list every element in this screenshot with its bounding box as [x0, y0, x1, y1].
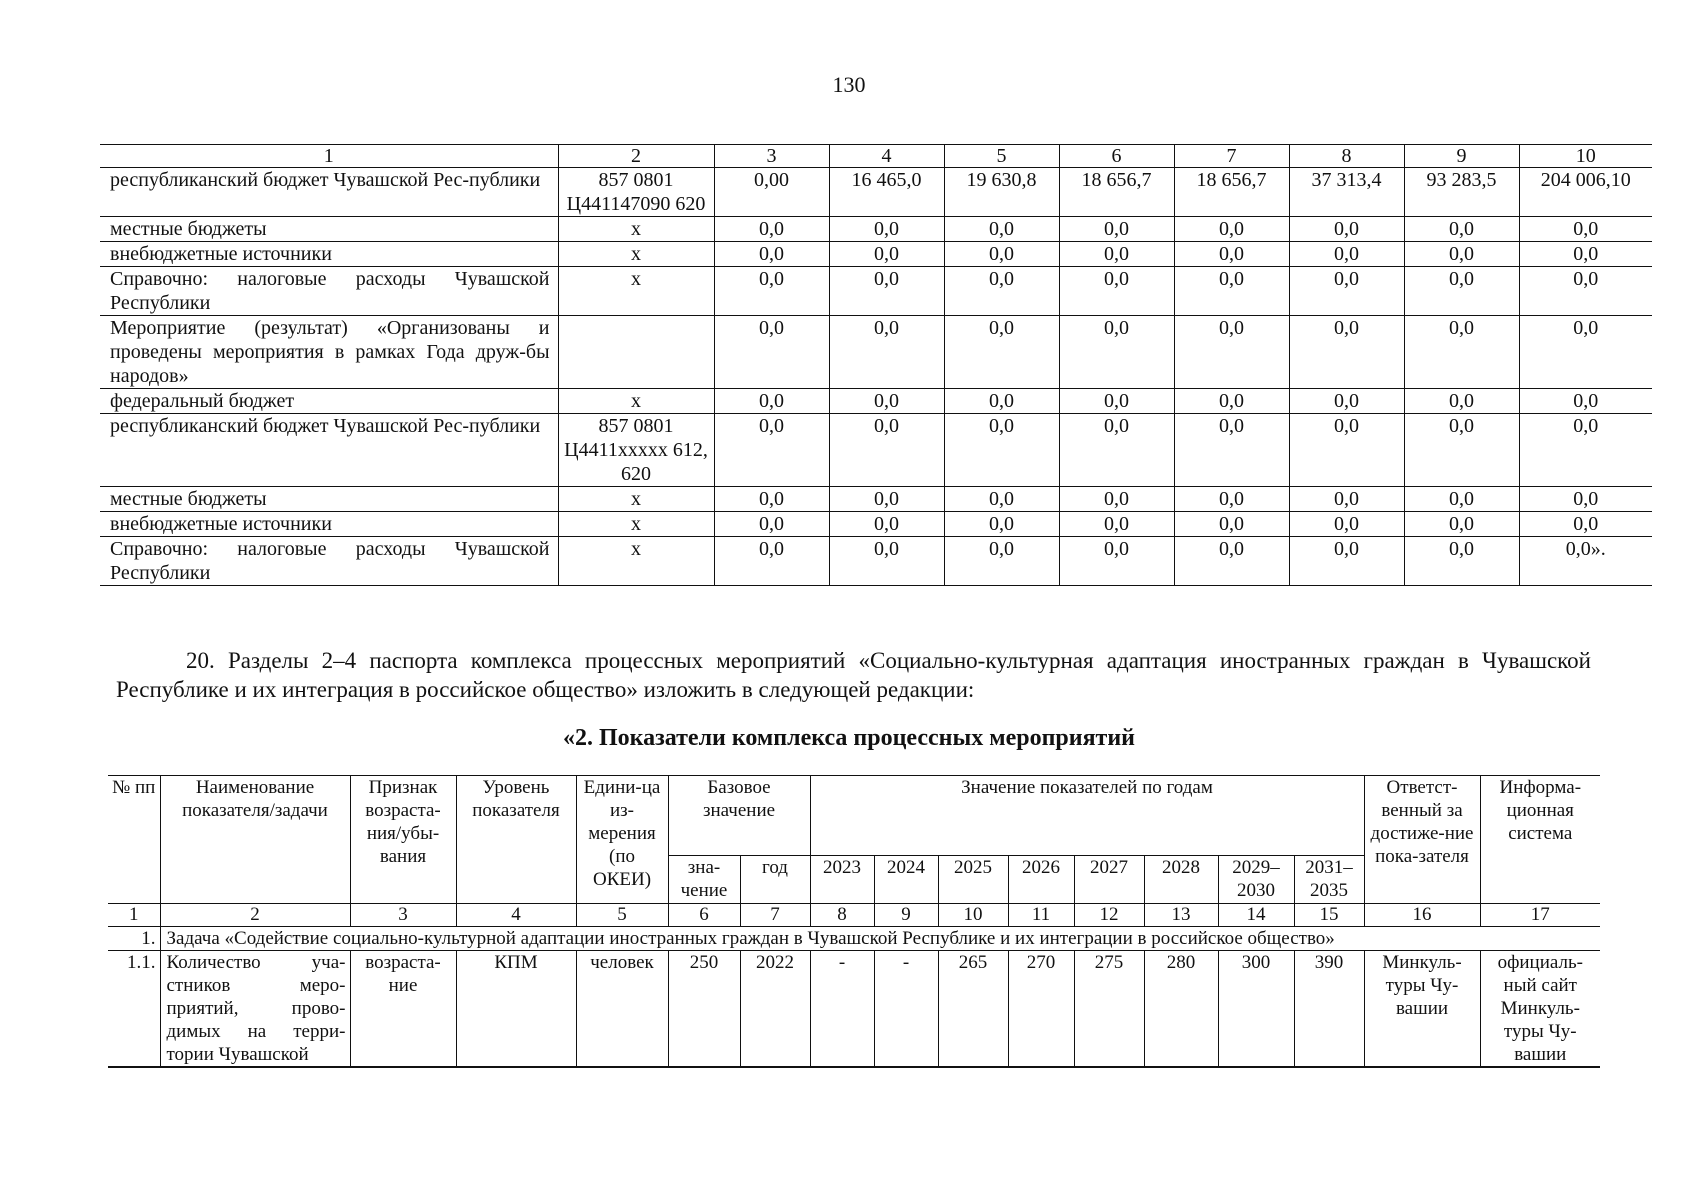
funding-value: 0,0 — [944, 512, 1059, 537]
funding-value: 0,0 — [1174, 242, 1289, 267]
funding-value: 0,0 — [944, 242, 1059, 267]
task-row — [108, 927, 1600, 951]
funding-value: 0,0 — [829, 242, 944, 267]
column-number: 3 — [350, 904, 456, 927]
funding-value: 0,0 — [829, 389, 944, 414]
funding-value: 0,0 — [829, 537, 944, 586]
funding-row — [100, 389, 1652, 414]
header-year: 2029–2030 — [1218, 856, 1294, 904]
funding-value: 0,0 — [1289, 316, 1404, 389]
indicator-value: 265 — [938, 951, 1008, 1068]
indicator-base-value: 250 — [668, 951, 740, 1068]
funding-value: 0,0 — [714, 316, 829, 389]
funding-value: 0,0 — [1519, 487, 1652, 512]
funding-value: 0,0 — [1174, 389, 1289, 414]
section-heading: «2. Показатели комплекса процессных мероприятий — [562, 725, 1135, 751]
task-text: Задача «Содействие социально-культурной адаптации иностранных граждан в Чувашской Республике и их интеграции в российское общество» — [160, 927, 1600, 951]
funding-value: 0,0 — [829, 512, 944, 537]
header-info-system: Информа-ционная система — [1480, 776, 1600, 904]
funding-value: 18 656,7 — [1059, 168, 1174, 217]
funding-value: 0,0 — [1404, 242, 1519, 267]
funding-value: 0,0 — [944, 267, 1059, 316]
funding-value: 0,0 — [1289, 267, 1404, 316]
column-number: 6 — [1059, 145, 1174, 168]
column-number: 13 — [1144, 904, 1218, 927]
funding-value: 0,0 — [1174, 487, 1289, 512]
header-unit: Едини-ца из-мерения (по ОКЕИ) — [576, 776, 668, 904]
funding-value: 0,0 — [1289, 217, 1404, 242]
column-number: 2 — [558, 145, 714, 168]
funding-value: 93 283,5 — [1404, 168, 1519, 217]
budget-code: х — [558, 389, 714, 414]
funding-value: 0,0 — [1404, 217, 1519, 242]
funding-value: 0,0 — [944, 487, 1059, 512]
funding-value: 0,0». — [1519, 537, 1652, 586]
funding-source-name: внебюджетные источники — [100, 512, 558, 537]
indicators-table — [108, 775, 1600, 1068]
funding-value: 0,0 — [714, 414, 829, 487]
column-number: 17 — [1480, 904, 1600, 927]
funding-value: 0,0 — [829, 267, 944, 316]
funding-value: 18 656,7 — [1174, 168, 1289, 217]
funding-value: 0,0 — [1059, 389, 1174, 414]
header-year: 2026 — [1008, 856, 1074, 904]
funding-value: 0,0 — [1059, 217, 1174, 242]
funding-row — [100, 267, 1652, 316]
header-base-value: зна-чение — [668, 856, 740, 904]
funding-value: 0,0 — [944, 389, 1059, 414]
funding-row — [100, 168, 1652, 217]
column-number: 1 — [100, 145, 558, 168]
column-number: 9 — [874, 904, 938, 927]
header-year: 2024 — [874, 856, 938, 904]
funding-value: 0,0 — [1174, 267, 1289, 316]
funding-row — [100, 414, 1652, 487]
funding-row — [100, 217, 1652, 242]
funding-value: 0,0 — [1404, 487, 1519, 512]
funding-value: 0,0 — [1289, 537, 1404, 586]
funding-value: 0,0 — [1519, 217, 1652, 242]
funding-value: 0,0 — [1404, 389, 1519, 414]
funding-source-name: Справочно: налоговые расходы Чувашской Республики — [100, 267, 558, 316]
funding-value: 0,0 — [1519, 389, 1652, 414]
header-base-year: год — [740, 856, 810, 904]
funding-value: 0,0 — [1404, 512, 1519, 537]
funding-value: 0,0 — [1174, 316, 1289, 389]
column-number: 4 — [829, 145, 944, 168]
indicator-value: 280 — [1144, 951, 1218, 1068]
funding-value: 0,0 — [714, 242, 829, 267]
column-number: 10 — [1519, 145, 1652, 168]
column-number: 6 — [668, 904, 740, 927]
funding-source-name: Справочно: налоговые расходы Чувашской Республики — [100, 537, 558, 586]
funding-value: 0,0 — [1404, 414, 1519, 487]
header-year: 2025 — [938, 856, 1008, 904]
funding-row — [100, 512, 1652, 537]
indicator-responsible: Минкуль-туры Чу-вашии — [1364, 951, 1480, 1068]
funding-source-name: республиканский бюджет Чувашской Рес-публики — [100, 414, 558, 487]
funding-table — [100, 144, 1652, 586]
funding-value: 0,0 — [1059, 316, 1174, 389]
column-number: 1 — [108, 904, 160, 927]
funding-row — [100, 537, 1652, 586]
funding-value: 0,0 — [829, 217, 944, 242]
header-row — [108, 776, 1600, 856]
funding-source-name: внебюджетные источники — [100, 242, 558, 267]
funding-source-name: местные бюджеты — [100, 217, 558, 242]
header-year: 2023 — [810, 856, 874, 904]
funding-value: 0,0 — [1174, 414, 1289, 487]
funding-value: 0,0 — [944, 414, 1059, 487]
funding-value: 0,0 — [1174, 512, 1289, 537]
funding-value: 0,0 — [714, 389, 829, 414]
indicator-value: 300 — [1218, 951, 1294, 1068]
funding-value: 0,0 — [1059, 512, 1174, 537]
budget-code: х — [558, 537, 714, 586]
indicator-base-year: 2022 — [740, 951, 810, 1068]
budget-code: х — [558, 512, 714, 537]
indicator-value: - — [874, 951, 938, 1068]
funding-value: 0,0 — [714, 537, 829, 586]
column-number: 14 — [1218, 904, 1294, 927]
funding-value: 0,0 — [1059, 537, 1174, 586]
indicator-value: 270 — [1008, 951, 1074, 1068]
header-base: Базовое значение — [668, 776, 810, 856]
funding-value: 0,0 — [1519, 267, 1652, 316]
column-number-row — [100, 145, 1652, 168]
header-level: Уровень показателя — [456, 776, 576, 904]
funding-value: 0,0 — [944, 217, 1059, 242]
funding-source-name: федеральный бюджет — [100, 389, 558, 414]
column-number: 7 — [1174, 145, 1289, 168]
header-year: 2028 — [1144, 856, 1218, 904]
header-name: Наименование показателя/задачи — [160, 776, 350, 904]
funding-value: 0,0 — [714, 512, 829, 537]
column-number: 11 — [1008, 904, 1074, 927]
funding-value: 0,0 — [1519, 316, 1652, 389]
funding-value: 0,0 — [1174, 217, 1289, 242]
header-years-group: Значение показателей по годам — [810, 776, 1364, 856]
task-num: 1. — [108, 927, 160, 951]
page-number: 130 — [832, 72, 866, 97]
indicator-level: КПМ — [456, 951, 576, 1068]
amendment-paragraph: 20. Разделы 2–4 паспорта комплекса процессных мероприятий «Социально-культурная адаптация иностранных граждан в Чувашской Республике и их интеграция в российское общество» изложить в следующей редакции: — [116, 648, 1591, 702]
column-number: 8 — [1289, 145, 1404, 168]
indicator-value: 275 — [1074, 951, 1144, 1068]
funding-value: 0,0 — [944, 537, 1059, 586]
budget-code: х — [558, 242, 714, 267]
funding-value: 0,0 — [714, 487, 829, 512]
funding-value: 0,0 — [1519, 242, 1652, 267]
column-number: 5 — [944, 145, 1059, 168]
indicator-info-system: официаль-ный сайт Минкуль-туры Чу-вашии — [1480, 951, 1600, 1068]
funding-value: 0,0 — [1289, 242, 1404, 267]
funding-value: 19 630,8 — [944, 168, 1059, 217]
budget-code: 857 0801 Ц441147090 620 — [558, 168, 714, 217]
funding-value: 16 465,0 — [829, 168, 944, 217]
funding-value: 0,0 — [829, 316, 944, 389]
column-number: 7 — [740, 904, 810, 927]
funding-value: 0,00 — [714, 168, 829, 217]
budget-code — [558, 316, 714, 389]
indicator-name: Количество уча-стников меро-приятий, прово-димых на терри-тории Чувашской — [160, 951, 350, 1068]
funding-value: 0,0 — [1519, 512, 1652, 537]
funding-value: 0,0 — [1289, 389, 1404, 414]
funding-value: 0,0 — [1519, 414, 1652, 487]
column-number: 8 — [810, 904, 874, 927]
funding-value: 0,0 — [829, 487, 944, 512]
funding-value: 37 313,4 — [1289, 168, 1404, 217]
column-number: 10 — [938, 904, 1008, 927]
funding-row — [100, 487, 1652, 512]
budget-code: 857 0801 Ц4411ххххх 612, 620 — [558, 414, 714, 487]
indicator-value: - — [810, 951, 874, 1068]
funding-value: 0,0 — [1059, 242, 1174, 267]
funding-value: 0,0 — [1289, 414, 1404, 487]
indicator-row — [108, 951, 1600, 1068]
funding-value: 0,0 — [1059, 414, 1174, 487]
header-num: № пп — [108, 776, 160, 904]
funding-value: 0,0 — [1174, 537, 1289, 586]
column-number: 15 — [1294, 904, 1364, 927]
column-number: 2 — [160, 904, 350, 927]
funding-source-name: республиканский бюджет Чувашской Рес-публики — [100, 168, 558, 217]
header-year: 2031–2035 — [1294, 856, 1364, 904]
column-number-row — [108, 904, 1600, 927]
funding-value: 0,0 — [1404, 537, 1519, 586]
column-number: 12 — [1074, 904, 1144, 927]
header-sign: Признак возраста-ния/убы-вания — [350, 776, 456, 904]
funding-value: 204 006,10 — [1519, 168, 1652, 217]
funding-row — [100, 316, 1652, 389]
funding-value: 0,0 — [1289, 487, 1404, 512]
indicator-value: 390 — [1294, 951, 1364, 1068]
header-year: 2027 — [1074, 856, 1144, 904]
funding-row — [100, 242, 1652, 267]
column-number: 5 — [576, 904, 668, 927]
indicator-unit: человек — [576, 951, 668, 1068]
funding-value: 0,0 — [944, 316, 1059, 389]
funding-value: 0,0 — [829, 414, 944, 487]
funding-value: 0,0 — [1059, 487, 1174, 512]
funding-value: 0,0 — [714, 267, 829, 316]
funding-value: 0,0 — [714, 217, 829, 242]
funding-value: 0,0 — [1059, 267, 1174, 316]
header-responsible: Ответст-венный за достиже-ние пока-зателя — [1364, 776, 1480, 904]
budget-code: х — [558, 267, 714, 316]
funding-value: 0,0 — [1404, 316, 1519, 389]
indicator-num: 1.1. — [108, 951, 160, 1068]
column-number: 9 — [1404, 145, 1519, 168]
indicator-sign: возраста-ние — [350, 951, 456, 1068]
funding-source-name: Мероприятие (результат) «Организованы и проведены мероприятия в рамках Года друж-бы народов» — [100, 316, 558, 389]
budget-code: х — [558, 217, 714, 242]
funding-value: 0,0 — [1289, 512, 1404, 537]
funding-value: 0,0 — [1404, 267, 1519, 316]
column-number: 4 — [456, 904, 576, 927]
budget-code: х — [558, 487, 714, 512]
funding-source-name: местные бюджеты — [100, 487, 558, 512]
column-number: 16 — [1364, 904, 1480, 927]
column-number: 3 — [714, 145, 829, 168]
